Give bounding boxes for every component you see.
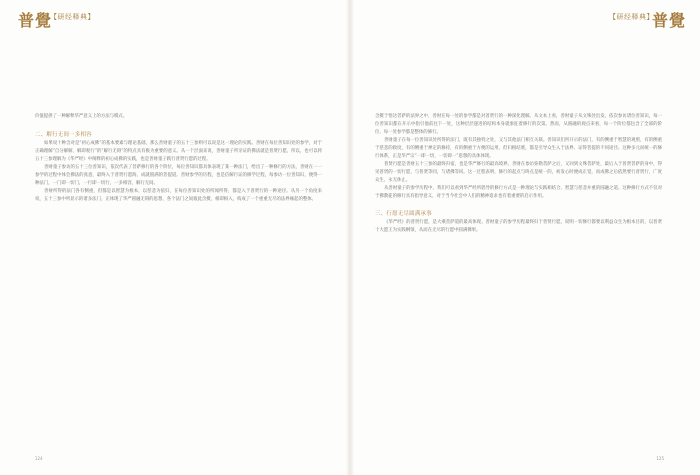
body-paragraph: 如果说十种含对是“初心成佛”的基本要素与理论基础，那么善财童子的五十三参则可以说是这一理论的实践。善财在每位善知识处的参学，对于正确理解“自分解解，解即观行”的“解行无碍”的特点具有极为重要的意义。从一个层面来说，善财童子所亲证的佛法就是普贤行愿，所以，也可以将五十三参理解为《华严经》中阐释的初心成佛的实践，也是善财童子践行普贤行愿的过程。 <box>35 141 322 163</box>
intro-paragraph: 价值提供了一种解释华严意义上的方法与模式。 <box>35 114 128 119</box>
left-text-column <box>35 113 322 204</box>
right-text-column <box>375 113 662 235</box>
section-heading-2: 二、解行无间一多相容 <box>35 132 92 139</box>
section-heading-3: 三、行愿无尽圆满承事 <box>375 210 432 217</box>
header-column-name: 【研经释典】 <box>50 13 95 21</box>
page-number-left: 124 <box>35 456 43 461</box>
body-paragraph: 普贤行愿是善财五十三参的最终归宿，也是华严修行的最高境界。善财在参访弥勒菩萨之后，又回到文殊菩萨处，最后入于普贤菩萨的身中，得见普贤的一切行愿，与普贤等同，与诸佛等同。这一过程表明，修行的起点与终点是统一的，初发心时便成正觉，而成佛之后依然要行普贤行，广度众生，永无休止。 <box>375 162 662 184</box>
right-page <box>350 0 700 475</box>
body-paragraph: 《华严经》的普贤行愿，是大乘菩萨道的最高体现。善财童子的参学历程最终归于普贤行愿，说明一切修行都要以利益众生为根本目的，以普贤十大愿王为实践纲领，从而在无尽的行愿中圆满佛果。 <box>375 219 662 233</box>
header-logo: 普覺 <box>651 11 686 30</box>
body-paragraph: 善财童子参访的五十三位善知识，依次代表了菩萨修行的各个阶位，每位善知识都具体表现了某一种法门，给出了一种修行的方法，善财在一一参学的过程中体会佛法的真意，最终入于普贤行愿海，成就圆满的菩提道。善财参学的历程，也是信解行证的修学过程，每参访一位善知识，便得一种法门，一门即一切门，一行即一切行，一多相容，解行无间。 <box>35 165 322 187</box>
body-paragraph: 从善财童子的参学历程中，我们可以看到华严经所倡导的修行方式是一种理论与实践相结合、智慧与慈悲并重的圆融之道。这种修行方式不仅对于佛教徒的修行具有指导意义，对于当今社会中人们的精神追求也有着重要的启示作用。 <box>375 186 662 200</box>
body-paragraph: 善财童子在每一位善知识处所得的法门，既有其独特之处，又与其他法门相互关联。善知识们所开示的法门，有的侧重于智慧的观照，有的侧重于慈悲的救度，有的侧重于禅定的修持，有的侧重于方便的运用，但归根结底，都是引导众生入于法界、证得菩提的不同途径。这种多元而统一的修行体系，正是华严宗“一即一切，一切即一”思想的具体体现。 <box>375 138 662 160</box>
body-paragraph: 含摄于悟达菩萨的法界之中，善财在每一处的参学都是对普贤行的一种深化理解。从文本上看，善财童子从文殊处出发，依次参访诸位善知识，每一位善知识都在开示中指引他前往下一处，这种层层递进的结构本身就象征着修行的次第。然而，从圆融的观点来看，每一个阶位都包含了全部的阶位，每一处参学都是整体的修行。 <box>375 114 662 136</box>
header-column-name: 【研经释典】 <box>609 13 654 21</box>
header-logo: 普覺 <box>18 11 53 30</box>
body-paragraph: 善财所得的法门各有侧重，但都是以智慧为根本，以慈悲为依归，在每位善知识处的所闻所得，都是入于普贤行的一种途径。从另一个角度来说，五十三参中所显示的诸多法门，正体现了华严圆融无碍的思想，各个法门之间彼此含摄，相即相入，构成了一个重重无尽的法界缘起的整体。 <box>35 189 322 203</box>
page-number-right: 125 <box>656 456 664 461</box>
